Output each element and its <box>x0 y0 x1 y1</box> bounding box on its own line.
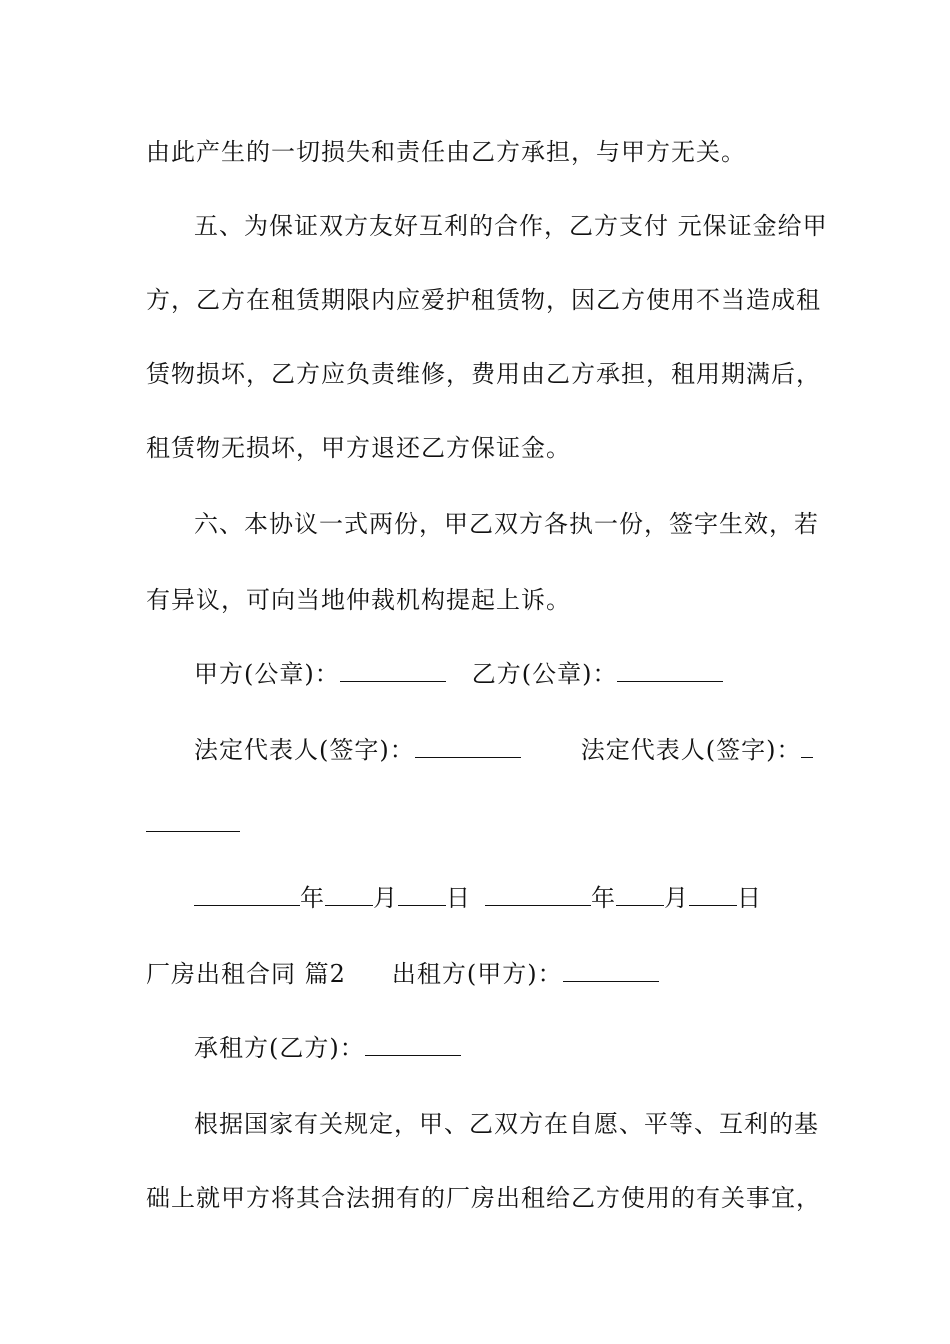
date-b-day-label: 日 <box>737 884 762 912</box>
lessor-label: 出租方(甲方)： <box>391 960 563 988</box>
contract-2-intro-line-1: 根据国家有关规定，甲、乙双方在自愿、平等、互利的基 <box>194 1110 819 1138</box>
date-b-year-label: 年 <box>591 884 616 912</box>
paragraph-5-line-3: 赁物损坏，乙方应负责维修，费用由乙方承担，租用期满后， <box>146 360 821 388</box>
seal-row <box>194 658 864 690</box>
paragraph-5-line-4: 租赁物无损坏，甲方退还乙方保证金。 <box>146 434 571 462</box>
lessee-row <box>194 1032 864 1064</box>
lessee-label: 承租方(乙方)： <box>194 1034 365 1062</box>
contract-2-title: 厂房出租合同 篇2 <box>146 960 346 988</box>
lessor-blank[interactable] <box>563 961 659 982</box>
legal-rep-b-blank-end[interactable] <box>146 811 240 832</box>
contract-2-title-row <box>146 958 816 990</box>
date-a-year-label: 年 <box>300 884 325 912</box>
date-a-year-blank[interactable] <box>194 885 300 906</box>
party-b-seal-label: 乙方(公章)： <box>471 660 618 688</box>
party-a-seal-blank[interactable] <box>340 661 446 682</box>
lessee-blank[interactable] <box>365 1035 461 1056</box>
date-b-year-blank[interactable] <box>485 885 591 906</box>
paragraph-6-line-1: 六、本协议一式两份，甲乙双方各执一份，签字生效，若 <box>194 510 819 538</box>
date-b-month-label: 月 <box>664 884 689 912</box>
paragraph-6-line-2: 有异议，可向当地仲裁机构提起上诉。 <box>146 586 571 614</box>
legal-rep-a-blank[interactable] <box>415 737 521 758</box>
legal-rep-b-label: 法定代表人(签字)： <box>580 736 802 764</box>
contract-2-intro-line-2: 础上就甲方将其合法拥有的厂房出租给乙方使用的有关事宜， <box>146 1184 821 1212</box>
legal-rep-a-label: 法定代表人(签字)： <box>194 736 415 764</box>
date-a-month-blank[interactable] <box>325 885 373 906</box>
party-b-seal-blank[interactable] <box>617 661 723 682</box>
legal-rep-row <box>194 734 864 766</box>
date-a-day-label: 日 <box>446 884 471 912</box>
legal-rep-b-blank-start[interactable] <box>801 737 813 758</box>
legal-rep-b-blank-continued-row <box>146 808 816 840</box>
date-a-day-blank[interactable] <box>398 885 446 906</box>
date-b-day-blank[interactable] <box>689 885 737 906</box>
date-row <box>194 882 864 914</box>
party-a-seal-label: 甲方(公章)： <box>194 660 340 688</box>
date-a-month-label: 月 <box>373 884 398 912</box>
paragraph-4-tail: 由此产生的一切损失和责任由乙方承担，与甲方无关。 <box>146 138 746 166</box>
paragraph-5-line-1: 五、为保证双方友好互利的合作，乙方支付 元保证金给甲 <box>194 212 828 240</box>
paragraph-5-line-2: 方，乙方在租赁期限内应爱护租赁物，因乙方使用不当造成租 <box>146 286 821 314</box>
date-b-month-blank[interactable] <box>616 885 664 906</box>
